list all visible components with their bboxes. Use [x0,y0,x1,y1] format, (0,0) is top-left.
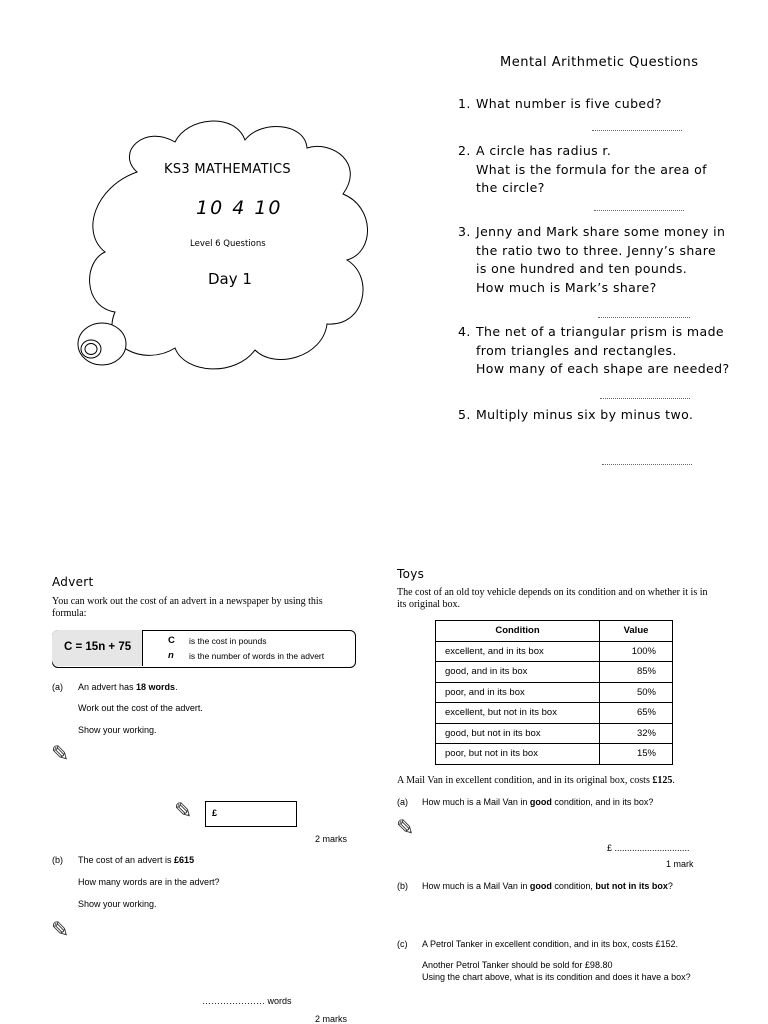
table-row [436,682,673,703]
formula: C = 15n + 75 [64,641,132,653]
column-header: Value [600,621,673,642]
pencil-icon: ✎ [51,742,70,767]
table-cell: 32% [600,723,673,744]
table-cell: good, but not in its box [436,723,600,744]
table-cell: poor, but not in its box [436,744,600,765]
toys-part-c-question: A Petrol Tanker in excellent condition, and in its box, costs £152. [422,939,678,949]
advert-part-b-question: The cost of an advert is £615 [78,855,195,865]
question-text: The net of a triangular prism is made [476,324,724,339]
cover-subject: KS3 MATHEMATICS [164,162,291,177]
cover-level: Level 6 Questions [190,239,266,249]
table-cell: excellent, but not in its box [436,703,600,724]
formula-var-desc: is the number of words in the advert [189,651,325,661]
answer-line-5[interactable] [602,464,692,465]
question-text: is one hundred and ten pounds. [476,261,688,276]
table-row [436,641,673,662]
marks: 1 mark [666,859,694,869]
table-cell: 15% [600,744,673,765]
question-text: the ratio two to three. Jenny’s share [476,242,717,258]
condition-value-table [435,620,673,765]
part-label: (c) [397,939,408,949]
advert-heading: Advert [52,575,94,589]
table-cell: 85% [600,662,673,683]
column-header: Condition [436,621,600,642]
toys-part-b-question: How much is a Mail Van in good condition, but not in its box? [422,881,673,891]
question-number: 4. [458,324,471,339]
advert-part-a-question: An advert has 18 words. [78,682,178,692]
formula-var: n [168,650,174,661]
part-label: (b) [52,855,63,865]
answer-line-4[interactable] [600,398,690,399]
question-text: How much is Mark’s share? [476,279,657,295]
mental-arithmetic-title: Mental Arithmetic Questions [500,55,699,70]
answer-line-3[interactable] [598,317,690,318]
toys-part-a-question: How much is a Mail Van in good condition, and in its box? [422,797,654,807]
advert-part-a-working: Show your working. [78,725,157,735]
toys-intro: The cost of an old toy vehicle depends on its condition and on whether it is in its original box. [397,587,708,610]
answer-currency: £ [212,808,218,818]
pencil-icon: ✎ [51,918,70,943]
formula-var: C [168,635,175,646]
table-cell: poor, and in its box [436,682,600,703]
table-cell: excellent, and in its box [436,641,600,662]
toys-heading: Toys [397,567,425,581]
question-text: Multiply minus six by minus two. [476,407,694,422]
question-text: What is the formula for the area of [476,161,707,177]
question-text: Jenny and Mark share some money in [476,224,726,239]
words-answer-line[interactable]: ………………… words [202,996,292,1006]
advert-intro: You can work out the cost of an advert in a newspaper by using this formula: [52,596,323,619]
pencil-icon: ✎ [174,799,193,824]
part-label: (a) [52,682,63,692]
table-cell: 65% [600,703,673,724]
question-number: 1. [458,96,471,111]
cover-code: 10 4 10 [196,197,283,219]
table-row [436,662,673,683]
question-number: 5. [458,407,471,422]
marks: 2 marks [315,1014,348,1024]
advert-part-a-instruction: Work out the cost of the advert. [78,703,203,713]
question-text: A circle has radius r. [476,143,612,158]
price-answer-line[interactable]: £ .............................. [607,843,690,853]
formula-var-desc: is the cost in pounds [189,636,267,646]
table-row [436,744,673,765]
question-text: from triangles and rectangles. [476,342,677,358]
answer-line-2[interactable] [594,210,684,211]
table-cell: good, and in its box [436,662,600,683]
part-label: (a) [397,797,408,807]
toys-part-c-text: Another Petrol Tanker should be sold for £98.80 [422,960,613,970]
question-text: the circle? [476,180,545,195]
table-row [436,703,673,724]
table-cell: 50% [600,682,673,703]
mail-van-statement: A Mail Van in excellent condition, and in its original box, costs £125. [397,775,675,786]
pencil-icon: ✎ [396,816,415,841]
question-number: 2. [458,143,471,158]
advert-part-b-instruction: How many words are in the advert? [78,877,220,887]
table-cell: 100% [600,641,673,662]
cover-day: Day 1 [208,270,252,288]
answer-line-1[interactable] [592,130,682,131]
question-text: What number is five cubed? [476,96,662,111]
table-row [436,723,673,744]
question-text: How many of each shape are needed? [476,361,730,376]
part-label: (b) [397,881,408,891]
marks: 2 marks [315,834,348,844]
toys-part-c-text: Using the chart above, what is its condition and does it have a box? [422,972,691,982]
advert-part-b-working: Show your working. [78,899,157,909]
question-number: 3. [458,224,471,239]
answer-box[interactable] [205,801,297,827]
table-header-row [436,621,673,642]
